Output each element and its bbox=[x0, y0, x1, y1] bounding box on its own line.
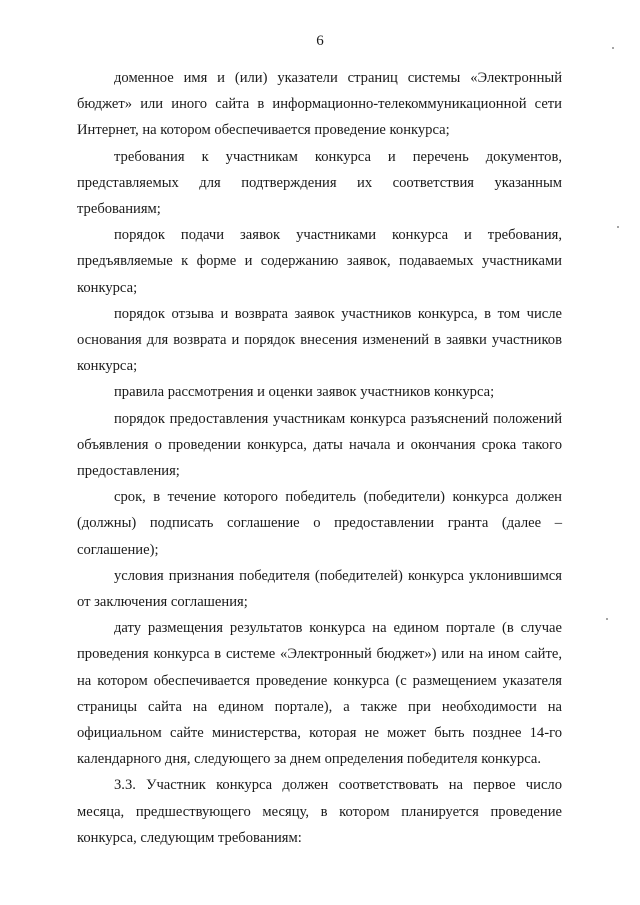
paragraph-signing-deadline: срок, в течение которого победитель (победители) конкурса должен (должны) подписать соглашение о предоставлении гранта (далее – соглашение); bbox=[77, 489, 562, 558]
paragraph-review-rules: правила рассмотрения и оценки заявок участников конкурса; bbox=[114, 384, 495, 401]
scan-speck bbox=[612, 47, 614, 49]
scan-speck bbox=[617, 226, 619, 228]
paragraph-clarifications: порядок предоставления участникам конкурса разъяснений положений объявления о проведении конкурса, даты начала и окончания срока такого предоставления; bbox=[77, 410, 562, 480]
paragraph-evasion-conditions: условия признания победителя (победителей) конкурса уклонившимся от заключения соглашения; bbox=[77, 567, 562, 611]
paragraph-section-3-3: 3.3. Участник конкурса должен соответствовать на первое число месяца, предшествующего месяцу, в котором планируется проведение конкурса, следующим требованиям: bbox=[77, 777, 562, 846]
paragraph-application-withdrawal: порядок отзыва и возврата заявок участников конкурса, в том числе основания для возврата и порядок внесения изменений в заявки участников конкурса; bbox=[77, 305, 562, 375]
page-number: 6 bbox=[316, 33, 324, 49]
paragraph-application-submission: порядок подачи заявок участниками конкурса и требования, предъявляемые к форме и содержанию заявок, подаваемых участниками конкурса; bbox=[77, 227, 562, 296]
paragraph-domain-name: доменное имя и (или) указатели страниц системы «Электронный бюджет» или иного сайта в информационно-телекоммуникационной сети Интернет, на котором обеспечивается проведение конкурса; bbox=[77, 70, 562, 139]
scan-speck bbox=[606, 618, 608, 620]
paragraph-participant-requirements: требования к участникам конкурса и перечень документов, представляемых для подтверждения их соответствия указанным требованиям; bbox=[77, 148, 562, 218]
document-body bbox=[77, 65, 562, 851]
paragraph-results-publication: дату размещения результатов конкурса на едином портале (в случае проведения конкурса в системе «Электронный бюджет») или на ином сайте, на котором обеспечивается проведение конкурса (с размещением указателя страницы сайта на едином портале), а также при необходимости на официальном сайте министерства, которая не может быть позднее 14-го календарного дня, следующего за днем определения победителя конкурса. bbox=[77, 620, 562, 768]
